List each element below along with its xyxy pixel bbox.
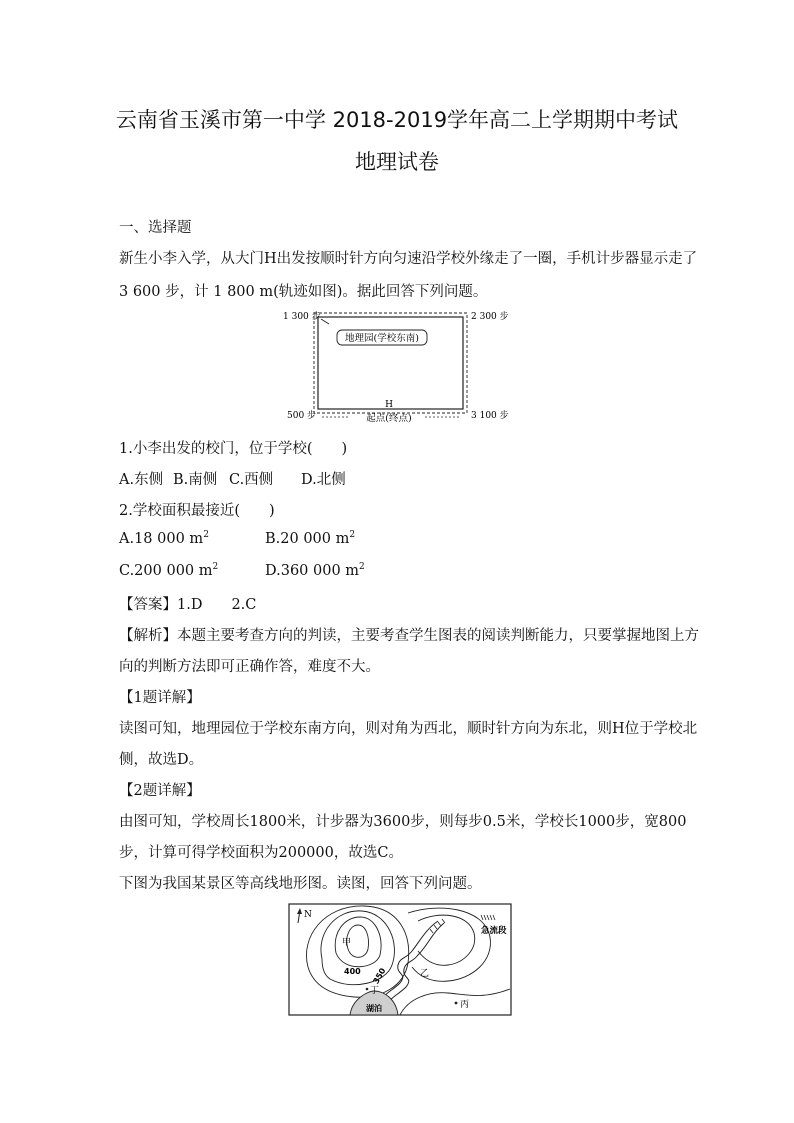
option-a: A.18 000 m [119,530,204,547]
step-label-bottom-left: 500 步 [287,411,317,421]
option-d: D.360 000 m [265,562,360,579]
analysis-line: 向的判断方法即可正确作答，难度不大。 [119,659,380,675]
option-d: D.北侧 [301,472,346,488]
ding-label: 丁 [370,986,380,996]
option-c: C.西侧 [229,472,274,488]
question-2-options-row1: A.18 000 $m^2$ B.20 000 $m^2$ [119,530,356,547]
contour-400-label: 400 [344,967,361,976]
page-title: 云南省玉溪市第一中学 2018-2019学年高二上学期期中考试 [115,108,679,132]
question-stem: 3 600 步，计 1 800 m(轨迹如图)。据此回答下列问题。 [119,284,488,300]
step-label-bottom-right: 3 100 步 [471,411,509,421]
track-diagram [270,304,530,430]
start-label: 起点(终点) [366,413,412,424]
answer-line: 【答案】1.D 2.C [119,597,257,613]
question-1-options [119,468,346,489]
next-question-intro: 下图为我国某景区等高线地形图。读图，回答下列问题。 [119,876,482,892]
question-2-options-row2: C.200 000 $m^2$ D.360 000 $m^2$ [119,562,365,579]
analysis-line: 【解析】本题主要考查方向的判读，主要考查学生图表的阅读判断能力，只要掌握地图上方 [119,628,699,644]
rapids-label: 急流段 [481,926,507,936]
page-subtitle: 地理试卷 [355,150,439,174]
contour-350-label: 350 [371,966,388,986]
north-label: N [304,910,312,920]
detail-1-heading: 【1题详解】 [119,690,201,706]
step-label-top-left: 1 300 步 [283,312,321,322]
lake-label: 湖泊 [366,1003,382,1013]
jia-label: 甲 [342,938,352,948]
question-1-stem: 1.小李出发的校门，位于学校( ) [119,441,348,457]
detail-1-text: 读图可知，地理园位于学校东南方向，则对角为西北，顺时针方向为东北，则H位于学校北 [119,721,698,737]
option-b: B.20 000 m [265,530,350,547]
contour-map [288,903,512,1016]
detail-2-text: 由图可知，学校周长1800米，计步器为3600步，则每步0.5米，学校长1000步，宽800 [119,814,687,830]
question-stem: 新生小李入学，从大门H出发按顺时针方向匀速沿学校外缘走了一圈，手机计步器显示走了 [119,251,698,267]
detail-1-text: 侧，故选D。 [119,752,204,768]
detail-2-heading: 【2题详解】 [119,783,201,799]
option-a: A.东侧 [119,472,164,488]
option-c: C.200 000 m [119,562,213,579]
step-label-top-right: 2 300 步 [471,312,509,322]
question-2-stem: 2.学校面积最接近( ) [119,503,275,519]
yi-label: 乙 [420,969,430,979]
option-b: B.南侧 [173,472,218,488]
section-heading: 一、选择题 [119,220,192,236]
gate-h-label: H [385,400,393,410]
detail-2-text: 步，计算可得学校面积为200000，故选C。 [119,845,403,861]
garden-label: 地理园(学校东南) [345,333,419,344]
bing-label: 丙 [460,1000,470,1010]
